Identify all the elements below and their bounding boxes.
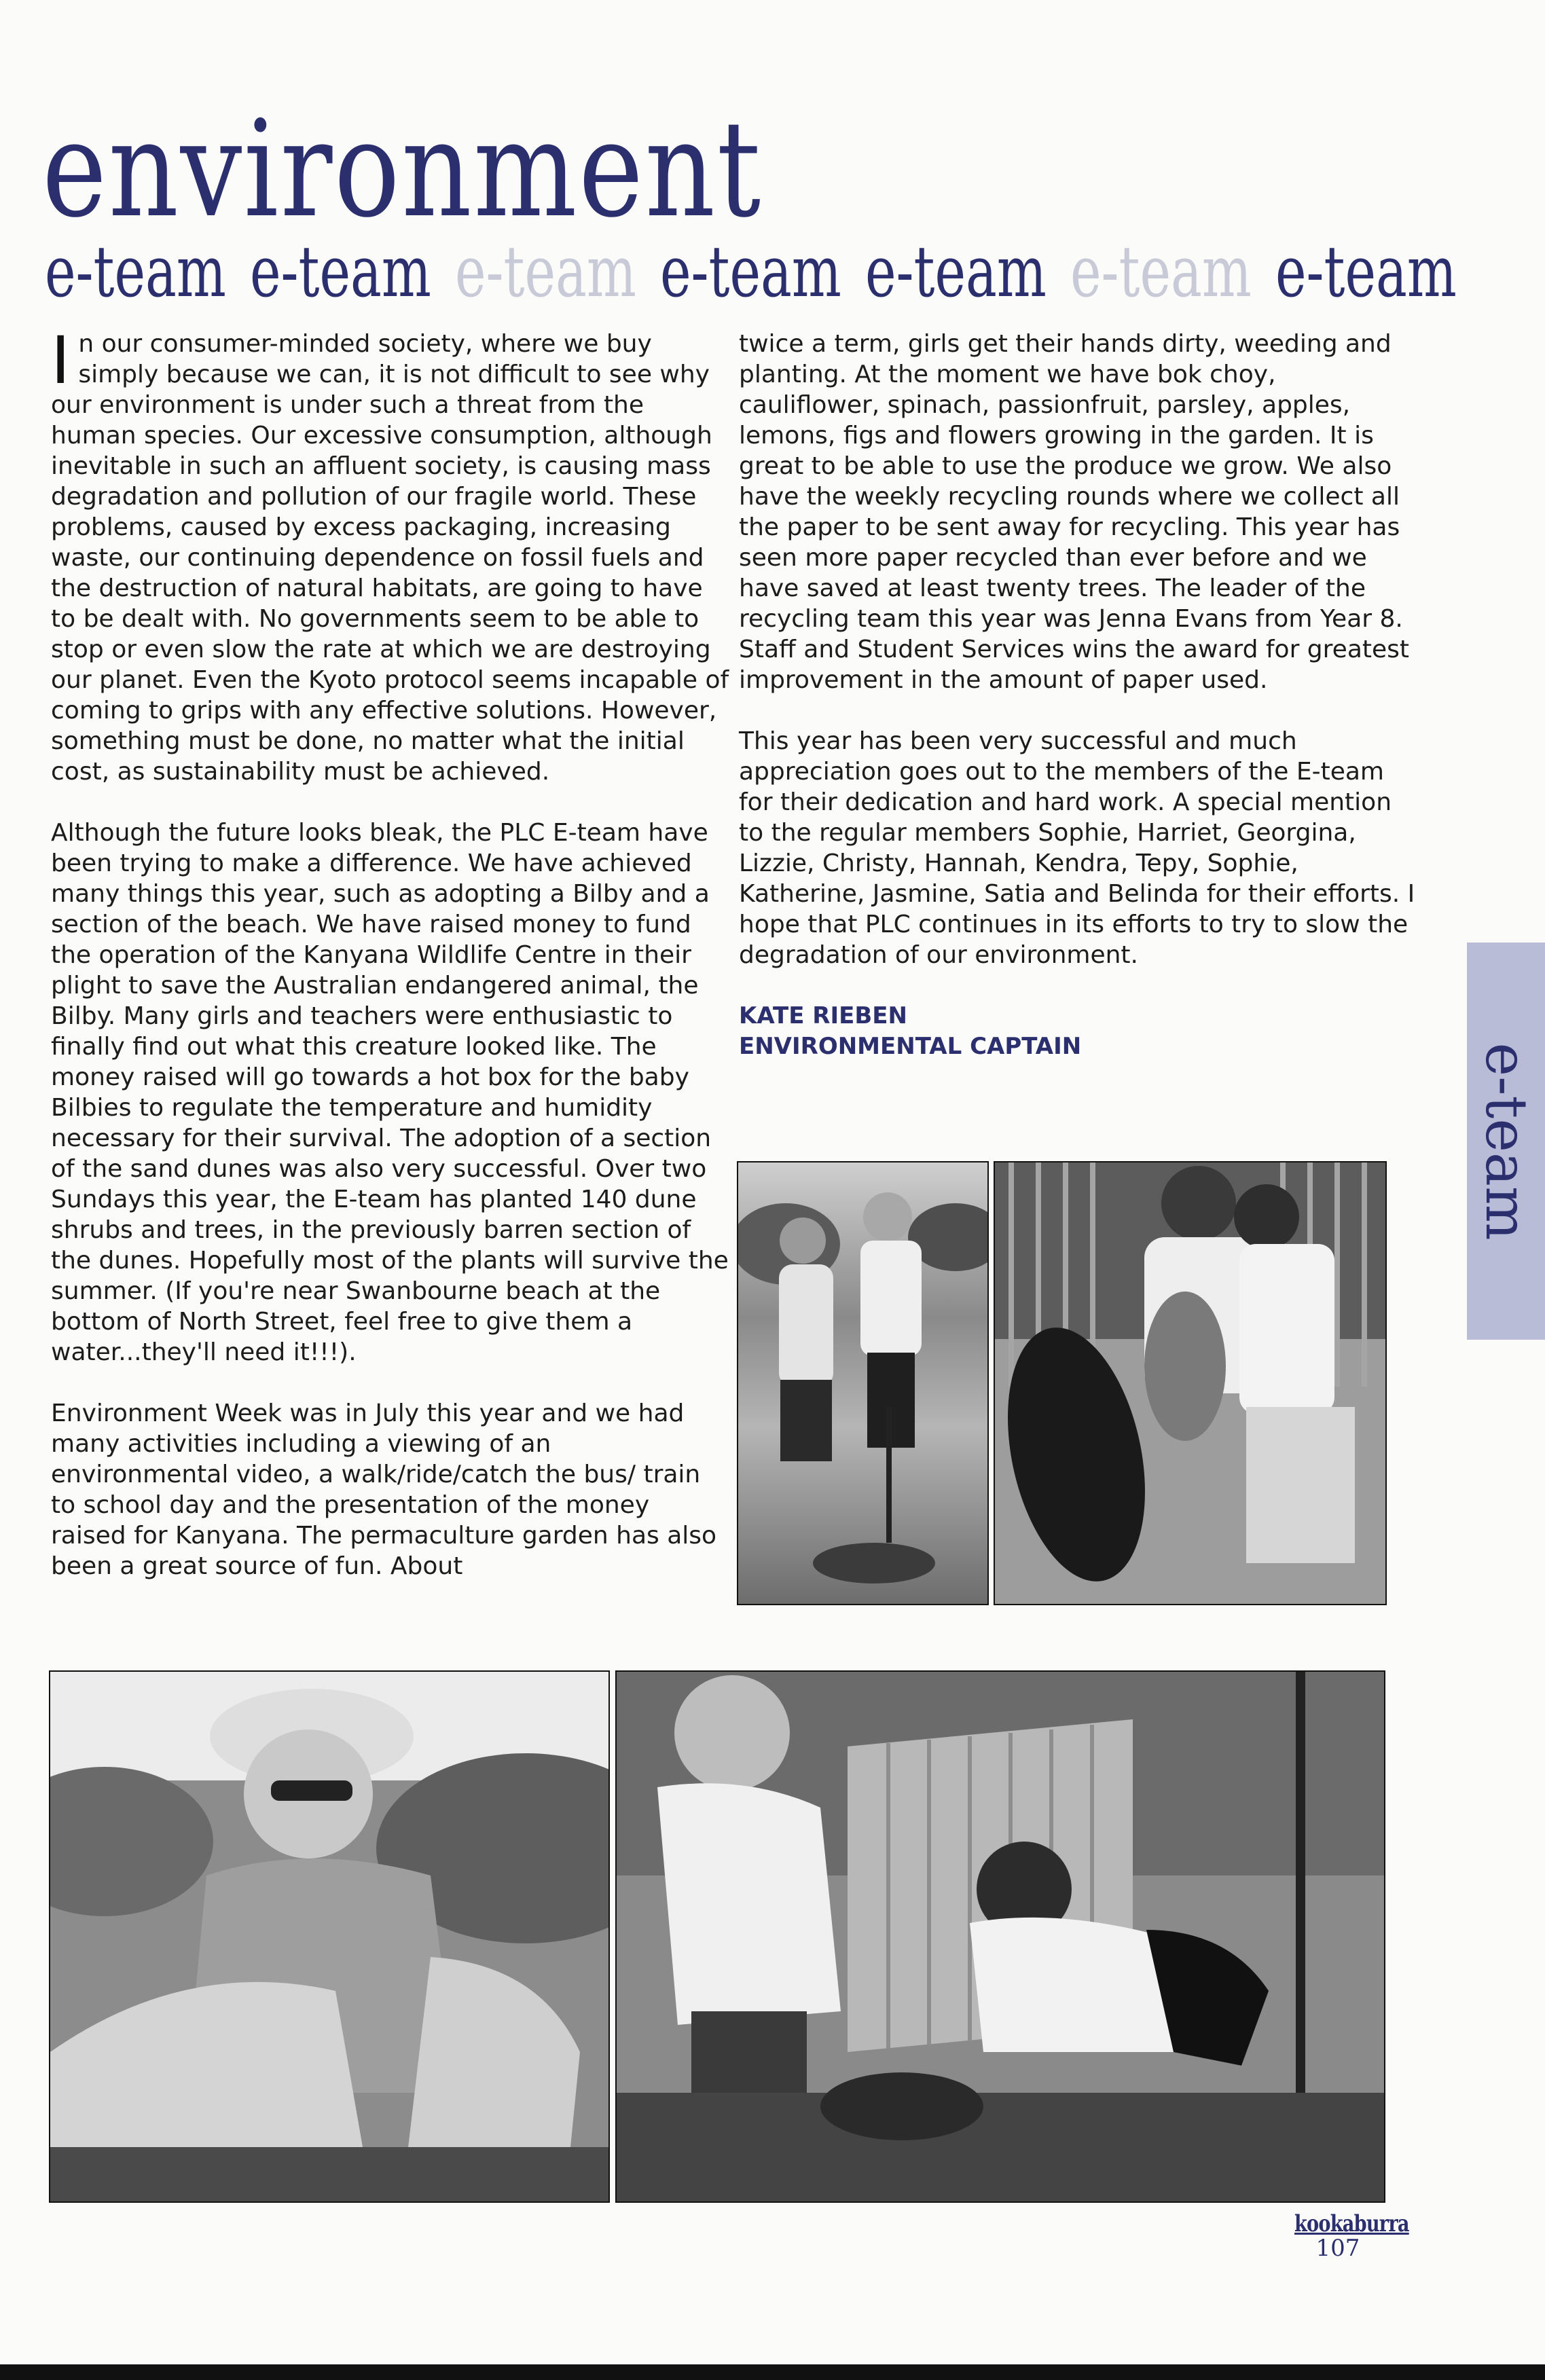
author-name: KATE RIEBEN <box>739 1002 907 1029</box>
article-paragraph-4: twice a term, girls get their hands dirty, weeding and planting. At the moment we have bok choy, cauliflower, spinach, passionfruit, parsley, apples, lemons, figs and flowers growing in the garden. It is great to be able to use the produce we grow. We also have the weekly recycling rounds where we collect all the paper to be sent away for recycling. This year has seen more paper recycled than ever before and we have saved at least twenty trees. The leader of the recycling team this year was Jenna Evans from Year 8. Staff and Student Services wins the award for greatest improvement in the amount of paper used. <box>739 330 1410 694</box>
author-role: ENVIRONMENTAL CAPTAIN <box>739 1033 1082 1060</box>
side-tab-label: e-team <box>1472 1042 1540 1241</box>
article-left-column <box>51 323 730 1612</box>
eteam-word: e-team <box>1275 230 1457 313</box>
eteam-banner <box>45 231 1471 312</box>
page-footer <box>1284 2210 1409 2262</box>
scan-edge <box>0 2364 1545 2380</box>
eteam-word: e-team <box>45 230 226 313</box>
page-title: environment <box>42 92 763 247</box>
photo-dune-planting <box>737 1161 989 1605</box>
publication-name: kookaburra <box>1294 2210 1409 2237</box>
article-paragraph-1 <box>51 323 730 787</box>
eteam-word: e-team <box>660 230 841 313</box>
eteam-word: e-team <box>250 230 431 313</box>
eteam-word: e-team <box>865 230 1047 313</box>
article-paragraph-2: Although the future looks bleak, the PLC E-team have been trying to make a difference. We have achieved many things this year, such as adopting a Bilby and a section of the beach. We have raised money to fund the operation of the Kanyana Wildlife Centre in their plight to save the Australian endangered animal, the Bilby. Many girls and teachers were enthusiastic to finally find out what this creature looked like. The money raised will go towards a hot box for the baby Bilbies to regulate the temperature and humidity necessary for their survival. The adoption of a section of the sand dunes was also very successful. Over two Sundays this year, the E-team has planted 140 dune shrubs and trees, in the previously barren section of the dunes. Hopefully most of the plants will survive the summer. (If you're near Swanbourne beach at the bottom of North Street, feel free to give them a water...they'll need it!!!). <box>51 819 729 1366</box>
photo-girl-in-hat <box>49 1670 610 2203</box>
photo-garden-shed <box>615 1670 1385 2203</box>
photo-compost-bin <box>994 1161 1387 1605</box>
section-side-tab <box>1467 942 1545 1340</box>
drop-cap: I <box>51 323 71 399</box>
eteam-word-faint: e-team <box>455 230 636 313</box>
eteam-word-faint: e-team <box>1070 230 1252 313</box>
page-number: 107 <box>1315 2235 1360 2262</box>
paragraph-text: n our consumer-minded society, where we buy simply because we can, it is not difficult to see why our environment is under such a threat from the human species. Our excessive consumption, although inevitable in such an affluent society, is causing mass degradation and pollution of our fragile world. These problems, caused by excess packaging, increasing waste, our continuing dependence on fossil fuels and the destruction of natural habitats, are going to have to be dealt with. No governments seem to be able to stop or even slow the rate at which we are destroying our planet. Even the Kyoto protocol seems incapable of coming to grips with any effective solutions. However, something must be done, no matter what the initial cost, as sustainability must be achieved. <box>51 330 729 786</box>
article-right-column <box>739 329 1418 1062</box>
article-paragraph-5: This year has been very successful and much appreciation goes out to the members of the E-team for their dedication and hard work. A special mention to the regular members Sophie, Harriet, Georgina, Lizzie, Christy, Hannah, Kendra, Tepy, Sophie, Katherine, Jasmine, Satia and Belinda for their efforts. I hope that PLC continues in its efforts to try to slow the degradation of our environment. <box>739 727 1415 969</box>
article-paragraph-3: Environment Week was in July this year and we had many activities including a viewing of an environmental video, a walk/ride/catch the bus/ train to school day and the presentation of the money raised for Kanyana. The permaculture garden has also been a great source of fun. About <box>51 1399 717 1580</box>
